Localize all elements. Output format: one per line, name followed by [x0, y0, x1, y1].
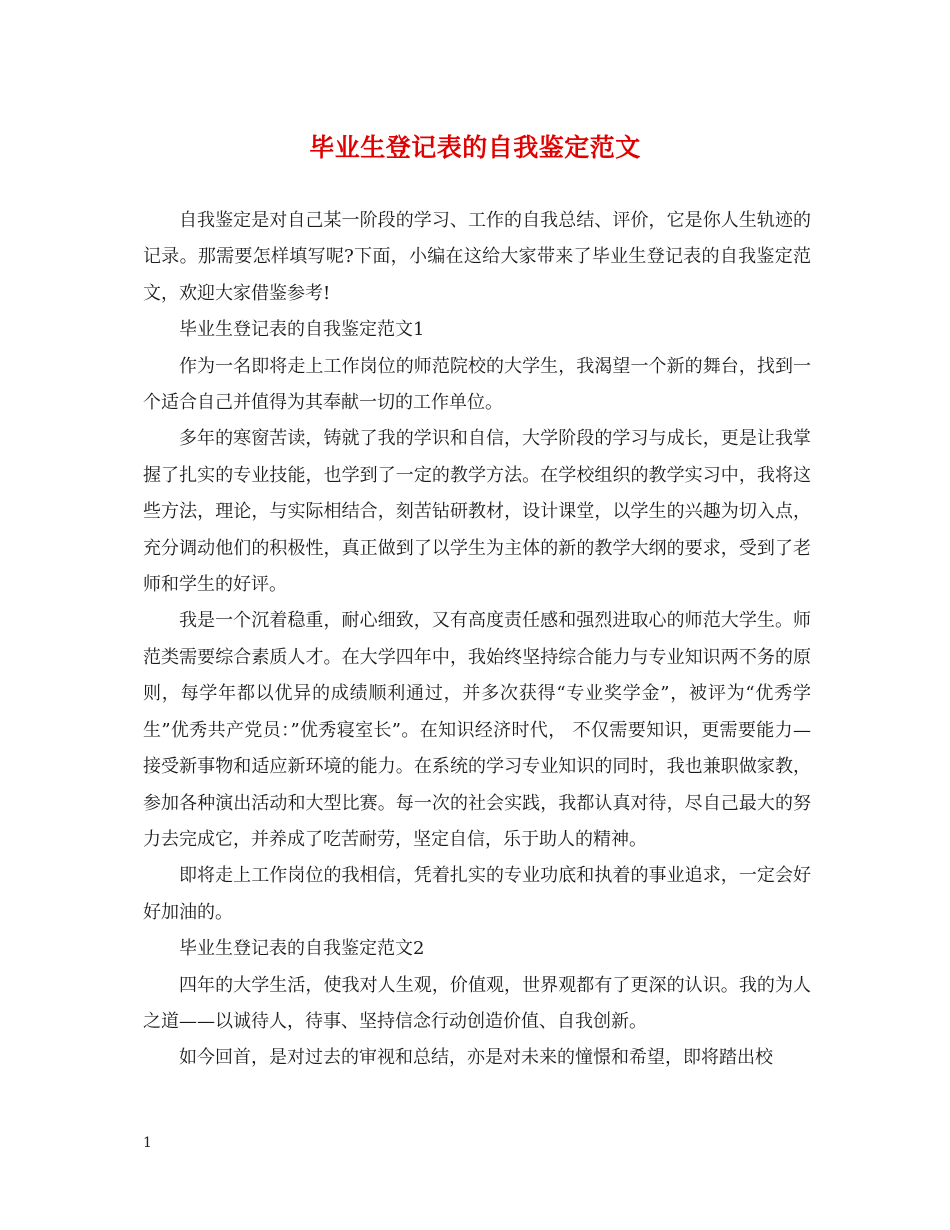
- paragraph-intro: 自我鉴定是对自己某一阶段的学习、工作的自我总结、评价，它是你人生轨迹的记录。那需要怎样填写呢?下面，小编在这给大家带来了毕业生登记表的自我鉴定范文，欢迎大家借鉴参考!: [143, 210, 811, 304]
- document-title: 毕业生登记表的自我鉴定范文: [309, 133, 641, 162]
- paragraph: 我是一个沉着稳重，耐心细致，又有高度责任感和强烈进取心的师范大学生。师范类需要综合素质人才。在大学四年中，我始终坚持综合能力与专业知识两不务的原则，每学年都以优异的成绩顺利通过，并多次获得“专业奖学金”，被评为“优秀学生”优秀共产党员：”优秀寝室长”。在知识经济时代， 不仅需要知识，更需要能力—接受新事物和适应新环境的能力。在系统的学习专业知识的同时，我也兼职做家教，参加各种演出活动和大型比赛。每一次的社会实践，我都认真对待，尽自己最大的努力去完成它，并养成了吃苦耐劳，坚定自信，乐于助人的精神。: [143, 610, 811, 850]
- section-heading-2: 毕业生登记表的自我鉴定范文2: [179, 938, 425, 960]
- page-number: 1: [143, 1135, 152, 1151]
- paragraph: 即将走上工作岗位的我相信，凭着扎实的专业功底和执着的事业追求，一定会好好加油的。: [143, 865, 811, 923]
- section-heading-1: 毕业生登记表的自我鉴定范文1: [179, 319, 425, 341]
- document-body: [143, 203, 811, 1077]
- paragraph: 四年的大学生活，使我对人生观，价值观，世界观都有了更深的认识。我的为人之道——以诚待人，待事、坚持信念行动创造价值、自我创新。: [143, 974, 811, 1032]
- paragraph: 多年的寒窗苦读，铸就了我的学识和自信，大学阶段的学习与成长，更是让我掌握了扎实的专业技能，也学到了一定的教学方法。在学校组织的教学实习中，我将这些方法，理论，与实际相结合，刻苦钻研教材，设计课堂，以学生的兴趣为切入点，充分调动他们的积极性，真正做到了以学生为主体的新的教学大纲的要求，受到了老师和学生的好评。: [143, 428, 811, 596]
- paragraph: 如今回首，是对过去的审视和总结，亦是对未来的憧憬和希望，即将踏出校: [179, 1047, 773, 1069]
- paragraph: 作为一名即将走上工作岗位的师范院校的大学生，我渴望一个新的舞台，找到一个适合自己并值得为其奉献一切的工作单位。: [143, 355, 811, 414]
